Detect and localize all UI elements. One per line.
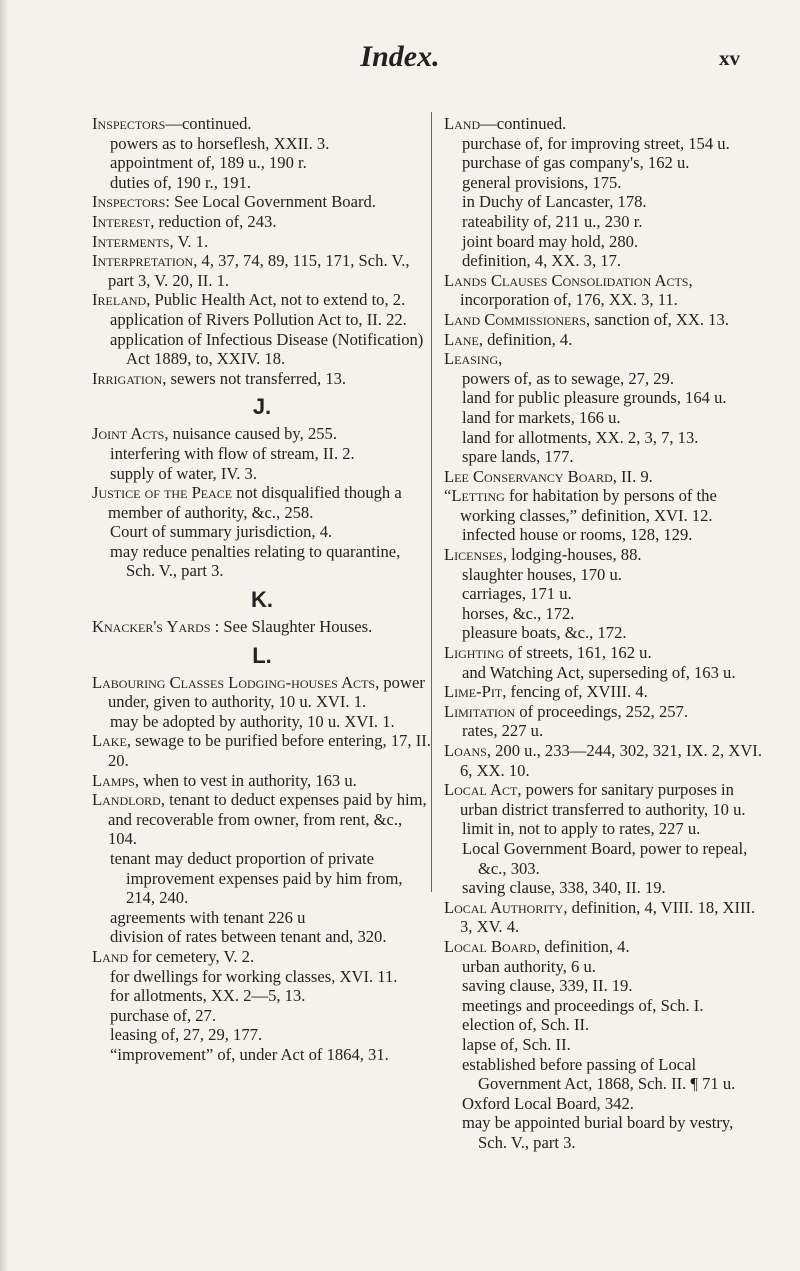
- entry-heading: Inspectors: [92, 114, 166, 133]
- entry-text: purchase of, 27.: [110, 1005, 216, 1025]
- index-entry: [444, 937, 766, 957]
- entry-text: purchase of gas company's, 162 u.: [462, 153, 690, 173]
- index-entry: [92, 947, 432, 967]
- entry-text: , incorporation of, 176, XX. 3, 11.: [460, 270, 693, 310]
- index-entry: [444, 780, 766, 819]
- section-letter: L.: [252, 642, 272, 668]
- entry-heading: Loans: [444, 741, 487, 760]
- entry-text: purchase of, for improving street, 154 u.: [462, 133, 730, 153]
- index-subentry: [444, 1055, 766, 1094]
- entry-text: urban authority, 6 u.: [462, 956, 596, 976]
- entry-text: , fencing of, XVIII. 4.: [502, 682, 648, 702]
- entry-text: for dwellings for working classes, XVI. 11.: [110, 966, 398, 986]
- entry-text: in Duchy of Lancaster, 178.: [462, 192, 647, 212]
- entry-text: may be appointed burial board by vestry, Sch. V., part 3.: [462, 1113, 734, 1152]
- entry-text: , nuisance caused by, 255.: [164, 424, 337, 444]
- entry-text: meetings and proceedings of, Sch. I.: [462, 995, 704, 1015]
- entry-text: “improvement” of, under Act of 1864, 31.: [110, 1044, 389, 1064]
- index-entry: [444, 545, 766, 565]
- entry-text: leasing of, 27, 29, 177.: [110, 1025, 263, 1045]
- index-subentry: [92, 444, 432, 464]
- entry-text: saving clause, 339, II. 19.: [462, 976, 633, 996]
- index-subentry: [444, 976, 766, 996]
- entry-heading: Interments: [92, 231, 170, 251]
- index-entry: [444, 114, 766, 134]
- entry-text: , definition, 4.: [536, 936, 630, 956]
- entry-heading: Irrigation: [92, 368, 163, 388]
- index-subentry: [444, 428, 766, 448]
- entry-text: , sewers not transferred, 13.: [162, 368, 347, 388]
- index-entry: [92, 424, 432, 444]
- index-subentry: [444, 839, 766, 878]
- entry-text: , sewage to be purified before entering, 17, II. 20.: [108, 731, 431, 771]
- index-entry: [444, 349, 766, 369]
- index-entry: [444, 643, 766, 663]
- entry-text: infected house or rooms, 128, 129.: [462, 525, 693, 545]
- entry-text: election of, Sch. II.: [462, 1015, 590, 1035]
- index-subentry: [444, 1015, 766, 1035]
- entry-text: duties of, 190 r., 191.: [110, 172, 252, 192]
- index-subentry: [444, 819, 766, 839]
- entry-text: , II. 9.: [612, 466, 653, 486]
- entry-text: —continued.: [480, 114, 567, 133]
- entry-heading: Interest: [92, 211, 151, 231]
- entry-text: pleasure boats, &c., 172.: [462, 623, 627, 643]
- index-subentry: [92, 967, 432, 987]
- entry-text: , power under, given to authority, 10 u. XVI. 1.: [108, 672, 425, 712]
- entry-text: carriages, 171 u.: [462, 584, 572, 604]
- section-letter: J.: [252, 394, 272, 420]
- index-subentry: [444, 192, 766, 212]
- entry-text: Oxford Local Board, 342.: [462, 1093, 634, 1113]
- entry-text: , lodging-houses, 88.: [502, 545, 642, 565]
- index-subentry: [444, 408, 766, 428]
- page-number: xv: [719, 46, 740, 70]
- index-subentry: [92, 464, 432, 484]
- index-subentry: [444, 584, 766, 604]
- entry-text: , reduction of, 243.: [150, 211, 277, 231]
- entry-heading: Joint Acts: [92, 424, 165, 444]
- entry-text: spare lands, 177.: [462, 447, 574, 467]
- entry-text: rateability of, 211 u., 230 r.: [462, 211, 643, 231]
- index-column-left: [92, 114, 432, 1065]
- index-subentry: [92, 712, 432, 732]
- index-subentry: [92, 908, 432, 928]
- entry-text: powers of, as to sewage, 27, 29.: [462, 368, 674, 388]
- entry-heading: Justice of the Peace: [92, 483, 233, 503]
- entry-text: , definition, 4, VIII. 18, XIII. 3, XV. 4.: [460, 897, 756, 937]
- index-subentry: [444, 1035, 766, 1055]
- entry-heading: Local Authority: [444, 897, 564, 917]
- entry-heading: Land: [444, 114, 481, 133]
- index-entry: [444, 486, 766, 525]
- entry-text: powers as to horseflesh, XXII. 3.: [110, 133, 330, 153]
- entry-text: , Public Health Act, not to extend to, 2.: [146, 290, 406, 310]
- entry-text: , when to vest in authority, 163 u.: [134, 770, 357, 790]
- entry-text: slaughter houses, 170 u.: [462, 564, 622, 584]
- index-entry: [92, 232, 432, 252]
- index-subentry: [444, 663, 766, 683]
- entry-text: , definition, 4.: [478, 329, 573, 349]
- index-subentry: [444, 957, 766, 977]
- page-edge-shadow: [0, 0, 8, 1271]
- index-subentry: [92, 1006, 432, 1026]
- entry-heading: Ireland: [92, 290, 147, 310]
- index-entry: [444, 271, 766, 310]
- entry-heading: Lime-Pit: [444, 682, 503, 702]
- entry-heading: Lands Clauses Consolidation Acts: [444, 270, 689, 290]
- section-letter: K.: [251, 587, 273, 613]
- index-entry: [444, 310, 766, 330]
- index-subentry: [92, 927, 432, 947]
- index-subentry: [444, 1113, 766, 1152]
- index-subentry: [444, 623, 766, 643]
- index-column-right: [444, 114, 766, 1152]
- entry-text: general provisions, 175.: [462, 172, 622, 192]
- index-subentry: [92, 1025, 432, 1045]
- entry-text: , tenant to deduct expenses paid by him, and recoverable from owner, from rent, &c., 104.: [108, 790, 427, 849]
- index-entry: [92, 731, 432, 770]
- index-subentry: [444, 369, 766, 389]
- entry-text: horses, &c., 172.: [462, 603, 575, 623]
- entry-text: , 4, 37, 74, 89, 115, 171, Sch. V., part 3, V. 20, II. 1.: [108, 251, 410, 290]
- entry-heading: “Letting: [444, 486, 505, 506]
- index-subentry: [92, 542, 432, 581]
- page-header: [0, 40, 800, 80]
- entry-heading: Land Commissioners: [444, 309, 587, 329]
- entry-text: rates, 227 u.: [462, 721, 544, 741]
- entry-text: , V. 1.: [169, 231, 209, 251]
- entry-text: for allotments, XX. 2—5, 13.: [110, 986, 306, 1006]
- entry-text: interfering with flow of stream, II. 2.: [110, 443, 355, 463]
- entry-text: : See Slaughter Houses.: [210, 617, 373, 637]
- index-entry: [92, 790, 432, 849]
- entry-text: ,: [498, 349, 503, 369]
- entry-heading: Leasing: [444, 349, 499, 369]
- index-entry: [92, 673, 432, 712]
- index-subentry: [444, 388, 766, 408]
- index-subentry: [92, 522, 432, 542]
- index-subentry: [444, 134, 766, 154]
- index-subentry: [444, 447, 766, 467]
- index-subentry: [92, 330, 432, 369]
- entry-text: —continued.: [165, 114, 252, 133]
- entry-heading: Local Board: [444, 936, 537, 956]
- entry-text: land for public pleasure grounds, 164 u.: [462, 388, 727, 408]
- entry-text: land for markets, 166 u.: [462, 407, 621, 427]
- index-subentry: [92, 986, 432, 1006]
- index-subentry: [444, 212, 766, 232]
- entry-text: application of Infectious Disease (Notification) Act 1889, to, XXIV. 18.: [110, 329, 424, 369]
- index-entry: [444, 467, 766, 487]
- entry-text: definition, 4, XX. 3, 17.: [462, 251, 622, 271]
- entry-text: and Watching Act, superseding of, 163 u.: [462, 662, 736, 682]
- index-entry: [92, 212, 432, 232]
- entry-heading: Lake: [92, 731, 127, 751]
- index-entry: [444, 702, 766, 722]
- entry-text: lapse of, Sch. II.: [462, 1034, 571, 1054]
- index-subentry: [444, 525, 766, 545]
- entry-text: saving clause, 338, 340, II. 19.: [462, 878, 666, 898]
- entry-text: division of rates between tenant and, 320.: [110, 927, 387, 947]
- entry-text: agreements with tenant 226 u: [110, 907, 306, 927]
- entry-text: land for allotments, XX. 2, 3, 7, 13.: [462, 427, 699, 447]
- index-subentry: [92, 849, 432, 908]
- index-subentry: [444, 173, 766, 193]
- index-subentry: [92, 134, 432, 154]
- column-divider: [431, 112, 432, 892]
- entry-text: may reduce penalties relating to quarantine, Sch. V., part 3.: [110, 541, 401, 581]
- entry-text: of streets, 161, 162 u.: [504, 643, 652, 663]
- index-subentry: [92, 153, 432, 173]
- index-subentry: [444, 878, 766, 898]
- index-subentry: [444, 232, 766, 252]
- entry-heading: Lamps: [92, 770, 135, 790]
- entry-heading: Labouring Classes Lodging-houses Acts: [92, 672, 376, 692]
- entry-heading: Limitation: [444, 701, 516, 721]
- entry-heading: Lane: [444, 329, 479, 349]
- entry-heading: Knacker's Yards: [92, 617, 211, 637]
- entry-text: limit in, not to apply to rates, 227 u.: [462, 819, 701, 839]
- entry-heading: Interpretation: [92, 251, 194, 271]
- index-subentry: [92, 173, 432, 193]
- entry-text: application of Rivers Pollution Act to, II. 22.: [110, 309, 407, 329]
- index-entry: [92, 251, 432, 290]
- index-entry: [92, 483, 432, 522]
- index-subentry: [444, 721, 766, 741]
- index-entry: [92, 192, 432, 212]
- entry-text: , powers for sanitary purposes in urban district transferred to authority, 10 u.: [460, 780, 746, 819]
- entry-heading: Land: [92, 946, 129, 966]
- entry-text: for cemetery, V. 2.: [128, 946, 255, 966]
- entry-text: joint board may hold, 280.: [462, 231, 639, 251]
- index-entry: [92, 290, 432, 310]
- index-subentry: [444, 565, 766, 585]
- entry-heading: Lee Conservancy Board: [444, 466, 613, 486]
- entry-text: may be adopted by authority, 10 u. XVI. 1.: [110, 711, 395, 731]
- index-subentry: [444, 251, 766, 271]
- entry-heading: Lighting: [444, 643, 505, 663]
- entry-text: of proceedings, 252, 257.: [515, 701, 688, 721]
- entry-heading: Local Act: [444, 780, 518, 800]
- entry-text: , sanction of, XX. 13.: [586, 309, 729, 329]
- entry-text: tenant may deduct proportion of private improvement expenses paid by him from, 214, 240.: [110, 849, 403, 908]
- index-entry: [444, 682, 766, 702]
- entry-text: established before passing of Local Government Act, 1868, Sch. II. ¶ 71 u.: [462, 1054, 736, 1094]
- entry-text: , 200 u., 233—244, 302, 321, IX. 2, XVI. 6, XX. 10.: [460, 741, 762, 780]
- index-subentry: [444, 153, 766, 173]
- index-entry: [444, 330, 766, 350]
- entry-text: appointment of, 189 u., 190 r.: [110, 153, 307, 173]
- index-subentry: [444, 604, 766, 624]
- entry-heading: Inspectors: [92, 192, 166, 212]
- entry-heading: Licenses: [444, 545, 503, 565]
- index-entry: [92, 114, 432, 134]
- entry-text: for habitation by persons of the working classes,” definition, XVI. 12.: [460, 486, 717, 525]
- page-title: Index.: [360, 40, 440, 73]
- index-subentry: [444, 996, 766, 1016]
- index-entry: [92, 771, 432, 791]
- index-entry: [92, 369, 432, 389]
- index-entry: [92, 617, 432, 637]
- entry-text: not disqualified though a member of authority, &c., 258.: [108, 483, 402, 522]
- entry-text: supply of water, IV. 3.: [110, 463, 257, 483]
- entry-heading: Landlord: [92, 790, 161, 810]
- index-entry: [444, 898, 766, 937]
- entry-text: Local Government Board, power to repeal, &c., 303.: [462, 838, 748, 878]
- index-subentry: [92, 1045, 432, 1065]
- index-entry: [444, 741, 766, 780]
- entry-text: Court of summary jurisdiction, 4.: [110, 522, 333, 542]
- index-subentry: [444, 1094, 766, 1114]
- entry-text: : See Local Government Board.: [165, 192, 376, 212]
- index-subentry: [92, 310, 432, 330]
